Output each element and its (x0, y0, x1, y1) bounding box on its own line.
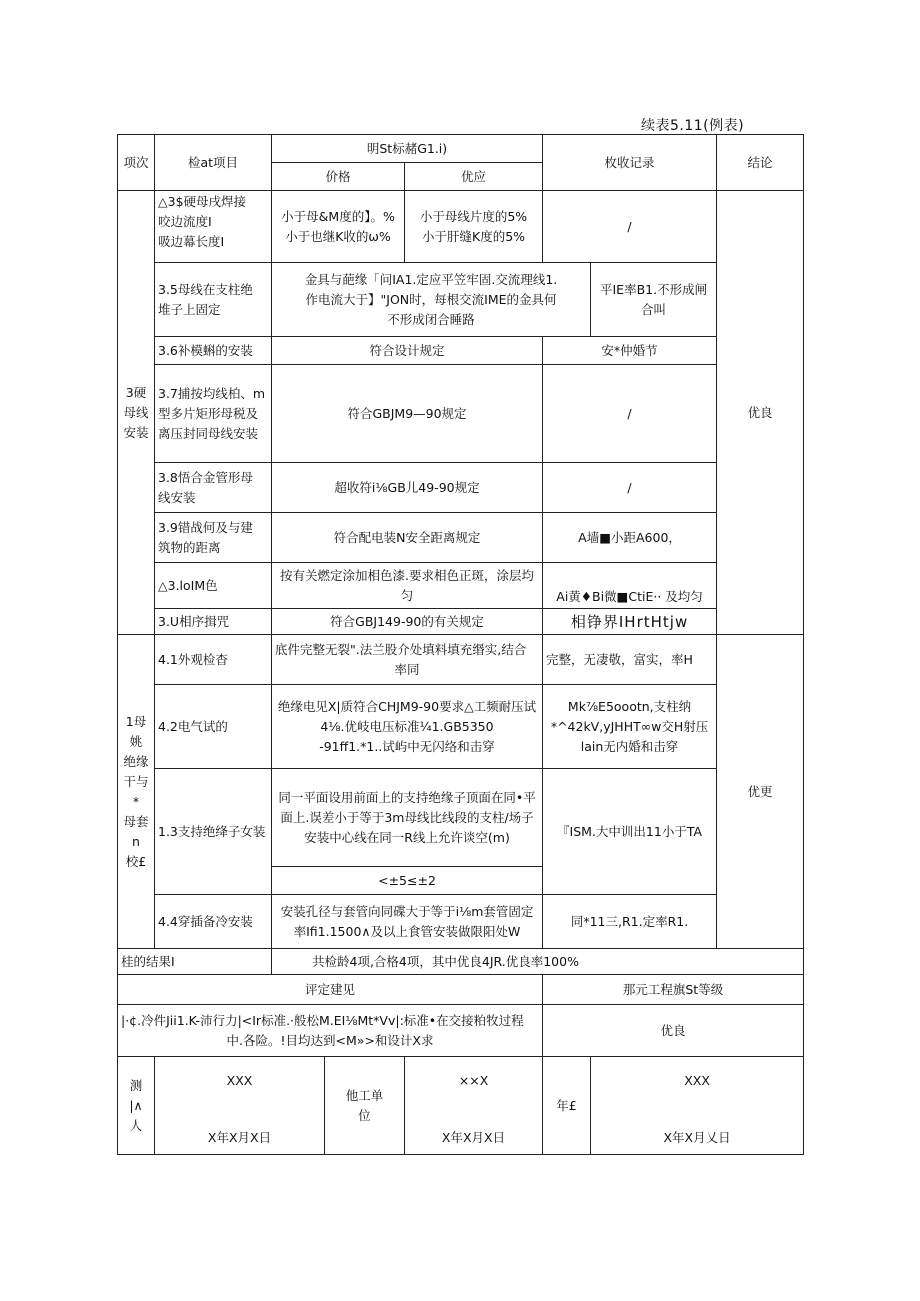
header-standard: 明St标赭G1.i) (272, 135, 543, 163)
record-3-11: 相铮界IHrtHtjw (543, 609, 717, 635)
header-excellent: 优应 (405, 163, 543, 191)
standard-3-8: 超收符i⅛GB儿49-90规定 (272, 463, 543, 513)
signature-date-2: X年X月X日 (441, 1130, 506, 1145)
standard-4-3-tolerance: <±5≤±2 (272, 867, 543, 895)
signature-block-1 (155, 1057, 325, 1155)
section4-conclusion: 优更 (717, 635, 804, 949)
standard-3-7: 符合GBJM9—90规定 (272, 365, 543, 463)
record-3-9: A墙■小距A600， (543, 513, 717, 563)
check-item-3-10: △3.loIM色 (155, 563, 272, 609)
check-item-3-7: 3.7捕按均线柏、m 型多片矩形母税及 离压封同母线安装 (155, 365, 272, 463)
standard-3-11: 符合GBJ149-90的有关规定 (272, 609, 543, 635)
header-record: 枚收记录 (543, 135, 717, 191)
check-item-3-8: 3.8悟合金管形母 线安装 (155, 463, 272, 513)
section4-category: 1母姚 绝缘 干与* 母套n 校£ (118, 635, 155, 949)
section3-conclusion: 优良 (717, 191, 804, 635)
signature-label-3: 年£ (543, 1057, 591, 1155)
signature-date-1: X年X月X日 (207, 1130, 272, 1145)
signature-block-3 (591, 1057, 804, 1155)
record-4-3: 『ISM.大中训出11小于TA (543, 769, 717, 895)
evaluation-opinion-text: |·¢.冷件Jii1.K-沛行力|<Ir标准.·般松M.EI⅛Mt*Vv|:标准•在交接粕牧过程 中.各险。!目均达到<M»>和设计X求 (118, 1005, 543, 1057)
standard-4-1: 底件完整无裂".法兰股介处填料填充缗实,结合 率同 (272, 635, 543, 685)
signature-name-3: XXX (684, 1073, 710, 1088)
record-3-5: 平IE率B1.不形成闸合叫 (591, 263, 717, 337)
header-conclusion: 结论 (717, 135, 804, 191)
section3-category: 3硬 母线 安装 (118, 191, 155, 635)
check-item-3-6: 3.6补模蝌的安装 (155, 337, 272, 365)
check-item-3-5: 3.5母线在支柱绝 堆子上固定 (155, 263, 272, 337)
header-qualified: 价格 (272, 163, 405, 191)
signature-name-2: ××X (458, 1073, 489, 1088)
record-4-4: 同*11三,R1.定率R1. (543, 895, 717, 949)
standard-3-5: 金具与葩缘「问IA1.定应平笠牢固.交流理线1. 作电流大于】"JON时，每根交流IME的金具何 不形成闭合睡路 (272, 263, 591, 337)
evaluation-opinion-header: 评定建见 (118, 975, 543, 1005)
record-3-10: Ai黄♦Bi微■CtiE·· 及均匀 (543, 563, 717, 609)
header-check-item: 检at项目 (155, 135, 272, 191)
check-item-3-4: △3$硬母戌焊接 咬边流度I 吸边幕长度I (155, 191, 272, 263)
record-3-8: / (543, 463, 717, 513)
record-3-6: 安*仲婚节 (543, 337, 717, 365)
qualified-3-4: 小于母&M度的】。% 小于也继K收的ω% (272, 191, 405, 263)
standard-3-10: 按有关燃定涂加相色漆.要求相色正斑，涂层均 匀 (272, 563, 543, 609)
result-text: 共检龄4项,合格4项，其中优良4JR.优良率100% (272, 949, 804, 975)
standard-3-6: 符合设计规定 (272, 337, 543, 365)
evaluation-grade-header: 那元工程旗St等级 (543, 975, 804, 1005)
standard-4-4: 安装孔径与套管向同碟大于等于i⅛m套管固定 率Ifi1.1500∧及以上食管安装做限阳处W (272, 895, 543, 949)
check-item-4-4: 4.4穿插备冷安装 (155, 895, 272, 949)
signature-label-1: 测 |∧ 人 (118, 1057, 155, 1155)
table-caption: 续表5.11(例表) (641, 118, 745, 134)
header-item-no: 项次 (118, 135, 155, 191)
result-label: 桂的结果I (118, 949, 272, 975)
check-item-4-1: 4.1外观检杳 (155, 635, 272, 685)
record-4-1: 完整，无凄敬，富实，率H (543, 635, 717, 685)
check-item-3-11: 3.U相序揖咒 (155, 609, 272, 635)
check-item-3-9: 3.9错战何及与建 筑物的距离 (155, 513, 272, 563)
excellent-3-4: 小于母线片度的5% 小于肝缝K度的5% (405, 191, 543, 263)
standard-3-9: 符合配电装N安全距离规定 (272, 513, 543, 563)
standard-4-2: 绝缘电见X|质符合CHJM9-90要求△工频耐压试 4⅛.优岐电压标准¼1.GB5350 -91ff1.*1..试屿中无闪络和击穿 (272, 685, 543, 769)
signature-block-2 (405, 1057, 543, 1155)
evaluation-grade-value: 优良 (543, 1005, 804, 1057)
check-item-4-3: 1.3支持绝绛子女装 (155, 769, 272, 895)
signature-name-1: XXX (226, 1073, 253, 1088)
signature-label-2: 他工单 位 (325, 1057, 405, 1155)
record-3-7: / (543, 365, 717, 463)
standard-4-3: 同一平面设用前面上的支持绝缘子顶面在同•平 面上.误差小于等于3m母线比线段的支柱/场子 安装中心线在同一R线上允许谈空(m) (272, 769, 543, 867)
record-4-2: Mk⅞E5ooοtn,支柱纳 *^42kV,yJHHT∞w交H射压 lain无内婚和击穿 (543, 685, 717, 769)
acceptance-table (117, 134, 804, 1155)
signature-date-3: X年X月乂日 (663, 1130, 731, 1145)
record-3-4: / (543, 191, 717, 263)
check-item-4-2: 4.2电气试的 (155, 685, 272, 769)
